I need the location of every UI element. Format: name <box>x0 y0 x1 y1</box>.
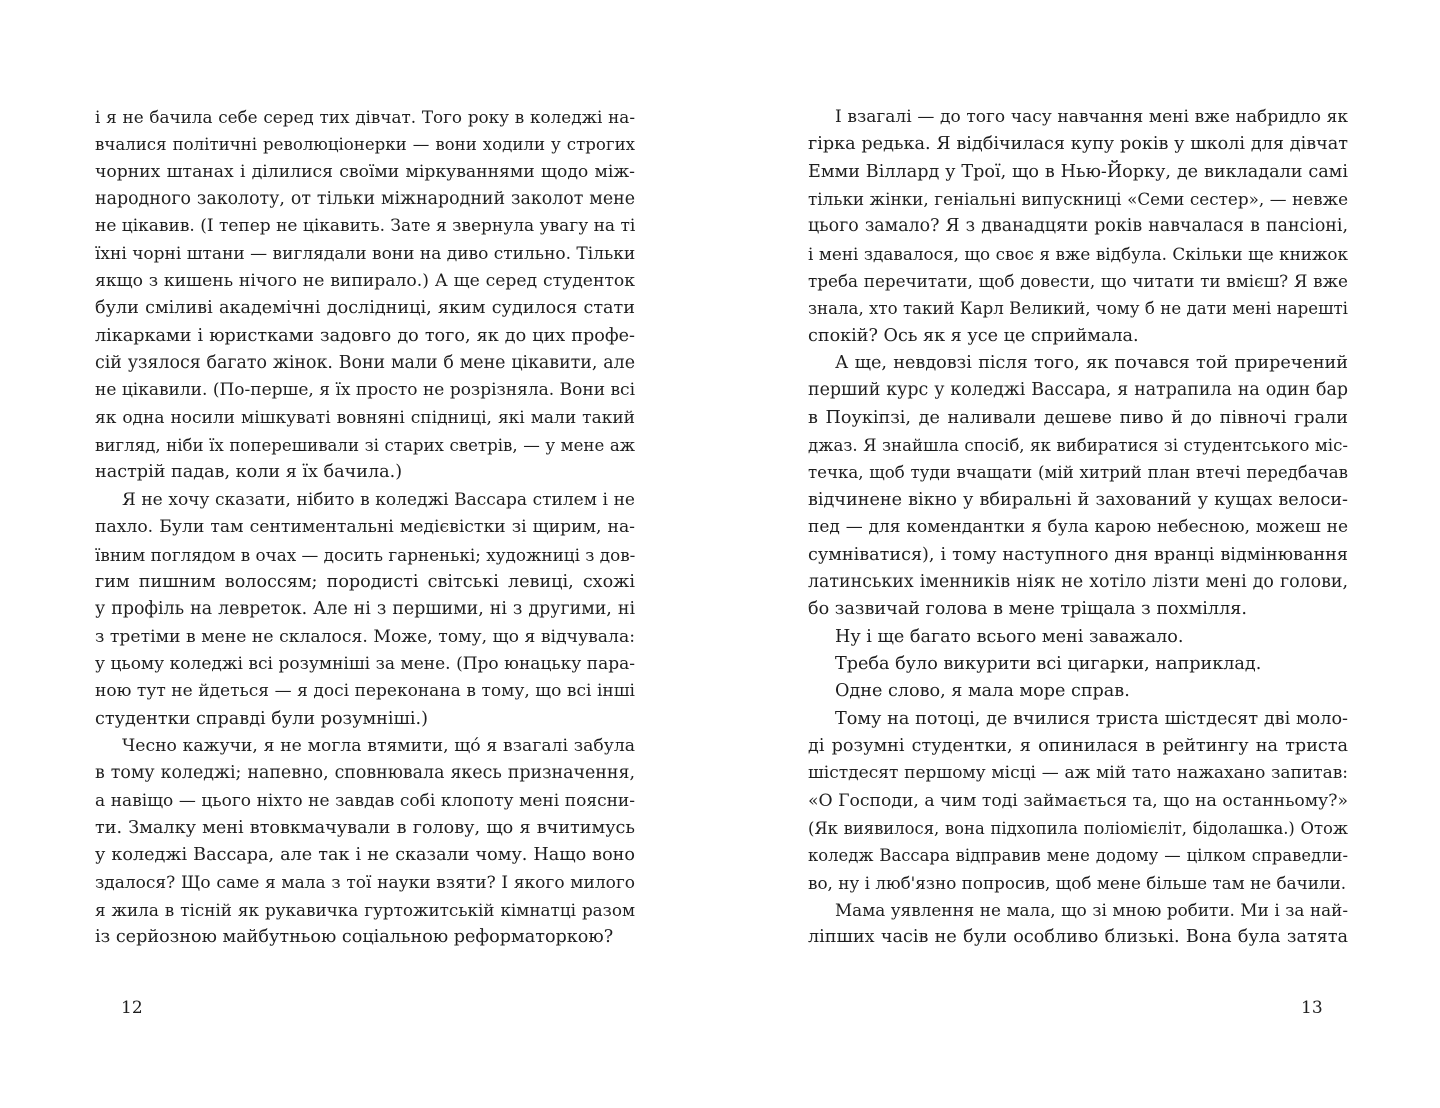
text-line: ївним поглядом в очах — досить гарненькі; художниці з дов- <box>95 544 636 565</box>
text-line: Ну і ще багато всього мені заважало. <box>835 626 1184 647</box>
right-page <box>720 0 1440 1108</box>
text-line: коледж Вассара відправив мене додому — цілком справедли- <box>808 846 1348 866</box>
text-line: пахло. Були там сентиментальні медієвістки зі щирим, на- <box>95 517 635 538</box>
text-line: гим пишним волоссям; породисті світські левиці, схожі <box>95 571 635 592</box>
text-line: гірка редька. Я відбічилася купу років у школі для дівчат <box>808 134 1348 155</box>
text-line: І взагалі — до того часу навчання мені вже набридло як <box>835 107 1348 127</box>
text-line: сумніватися), і тому наступного дня вранці відмінювання <box>808 544 1348 565</box>
text-line: якщо з кишень нічого не випирало.) А ще серед студенток <box>95 271 635 292</box>
text-line: Одне слово, я мала море справ. <box>835 681 1130 702</box>
text-line: шістдесят першому місці — аж мій тато нажахано запитав: <box>808 763 1348 784</box>
text-line: тільки жінки, геніальні випускниці «Семи сестер», — невже <box>808 189 1348 210</box>
text-line: студентки справді були розумніші.) <box>95 708 428 729</box>
text-line: у профіль на левреток. Але ні з першими, ні з другими, ні <box>95 599 635 620</box>
left-page-number: 12 <box>121 998 143 1018</box>
text-line: і мені здавалося, що своє я вже відбула. Скільки ще книжок <box>808 243 1348 264</box>
text-line: з третіми в мене не склалося. Може, тому, що я відчувала: <box>95 626 635 647</box>
text-line: настрій падав, коли я їх бачила.) <box>95 462 403 483</box>
text-line: вчалися політичні революціонерки — вони ходили у строгих <box>95 135 635 155</box>
text-line: во, ну і люб'язно попросив, щоб мене більше там не бачили. <box>808 872 1347 893</box>
text-line: перший курс у коледжі Вассара, я натрапила на один бар <box>808 380 1348 401</box>
text-line: як одна носили мішкуваті вовняні спідниці, які мали такий <box>95 407 635 428</box>
right-page-number: 13 <box>1301 998 1323 1018</box>
text-line: в тому коледжі; напевно, сповнювала якесь призначення, <box>95 763 635 784</box>
text-line: вигляд, ніби їх поперешивали зі старих светрів, — у мене аж <box>95 436 635 456</box>
text-line: Мама уявлення не мала, що зі мною робити. Ми і за най- <box>835 899 1348 920</box>
text-line: ною тут не йдеться — я досі переконана в тому, що всі інші <box>95 681 635 702</box>
text-line: не цікавив. (І тепер не цікавить. Зате я звернула увагу на ті <box>95 216 636 237</box>
text-line: треба перечитати, щоб довести, що читати ти вмієш? Я вже <box>808 271 1348 292</box>
text-line: Треба було викурити всі цигарки, наприклад. <box>835 653 1262 674</box>
text-line: не цікавили. (По-перше, я їх просто не розрізняла. Вони всі <box>95 380 635 401</box>
text-line: знала, хто такий Карл Великий, чому б не дати мені нарешті <box>808 299 1348 319</box>
text-line: ліпших часів не були особливо близькі. Вона була затята <box>808 927 1348 948</box>
text-line: відчинене вікно у вбиральні й захований у кущах велоси- <box>808 489 1348 510</box>
text-line: із серйозною майбутньою соціальною реформаторкою? <box>95 927 614 948</box>
text-line: були сміливі академічні дослідниці, яким судилося стати <box>95 298 635 319</box>
text-line: здалося? Що саме я мала з тої науки взяти? І якого милого <box>95 872 635 893</box>
text-line: Я не хочу сказати, нібито в коледжі Вассара стилем і не <box>122 489 635 510</box>
text-line: латинських іменників ніяк не хотіло лізти мені до голови, <box>808 571 1348 592</box>
text-line: народного заколоту, от тільки міжнародний заколот мене <box>95 189 635 210</box>
text-line: течка, щоб туди вчащати (мій хитрий план втечі передбачав <box>808 463 1348 483</box>
text-line: я жила в тісній як рукавичка гуртожитській кімнатці разом <box>95 899 635 920</box>
text-line: бо зазвичай голова в мене тріщала з похмілля. <box>808 599 1247 620</box>
text-line: сій узялося багато жінок. Вони мали б мене цікавити, але <box>95 353 635 374</box>
text-line: джаз. Я знайшла спосіб, як вибиратися зі студентського міс- <box>808 436 1348 456</box>
text-line: (Як виявилося, вона підхопила поліомієліт, бідолашка.) Отож <box>808 818 1348 838</box>
text-line: Чесно кажучи, я не могла втямити, щó я взагалі забула <box>122 735 635 756</box>
text-line: спокій? Ось як я усе це сприймала. <box>808 325 1139 346</box>
text-line: ти. Змалку мені втовкмачували в голову, що я вчитимусь <box>95 817 635 838</box>
text-line: у цьому коледжі всі розумніші за мене. (Про юнацьку пара- <box>95 653 635 674</box>
text-line: «О Господи, а чим тоді займається та, що на останньому?» <box>808 790 1348 811</box>
text-line: пед — для комендантки я була карою небесною, можеш не <box>808 517 1348 538</box>
text-line: Тому на потоці, де вчилися триста шістдесят дві моло- <box>835 708 1348 729</box>
text-line: у коледжі Вассара, але так і не сказали чому. Нащо воно <box>95 845 635 866</box>
text-line: їхні чорні штани — виглядали вони на диво стильно. Тільки <box>95 243 636 264</box>
left-page-text <box>95 104 635 952</box>
text-line: Емми Віллард у Трої, що в Нью-Йорку, де викладали самі <box>808 161 1348 182</box>
right-page-text <box>808 104 1348 952</box>
text-line: в Поукіпзі, де наливали дешеве пиво й до півночі грали <box>808 407 1348 428</box>
text-line: цього замало? Я з дванадцяти років навчалася в пансіоні, <box>808 216 1348 237</box>
text-line: лікарками і юристками задовго до того, як до цих профе- <box>95 325 635 346</box>
text-line: чорних штанах і ділилися своїми міркуваннями щодо між- <box>95 161 635 182</box>
text-line: А ще, невдовзі після того, як почався той приречений <box>835 353 1348 374</box>
text-line: і я не бачила себе серед тих дівчат. Того року в коледжі на- <box>95 107 635 127</box>
text-line: ді розумні студентки, я опинилася в рейтингу на триста <box>808 735 1348 756</box>
text-line: а навіщо — цього ніхто не завдав собі клопоту мені поясни- <box>95 790 635 811</box>
